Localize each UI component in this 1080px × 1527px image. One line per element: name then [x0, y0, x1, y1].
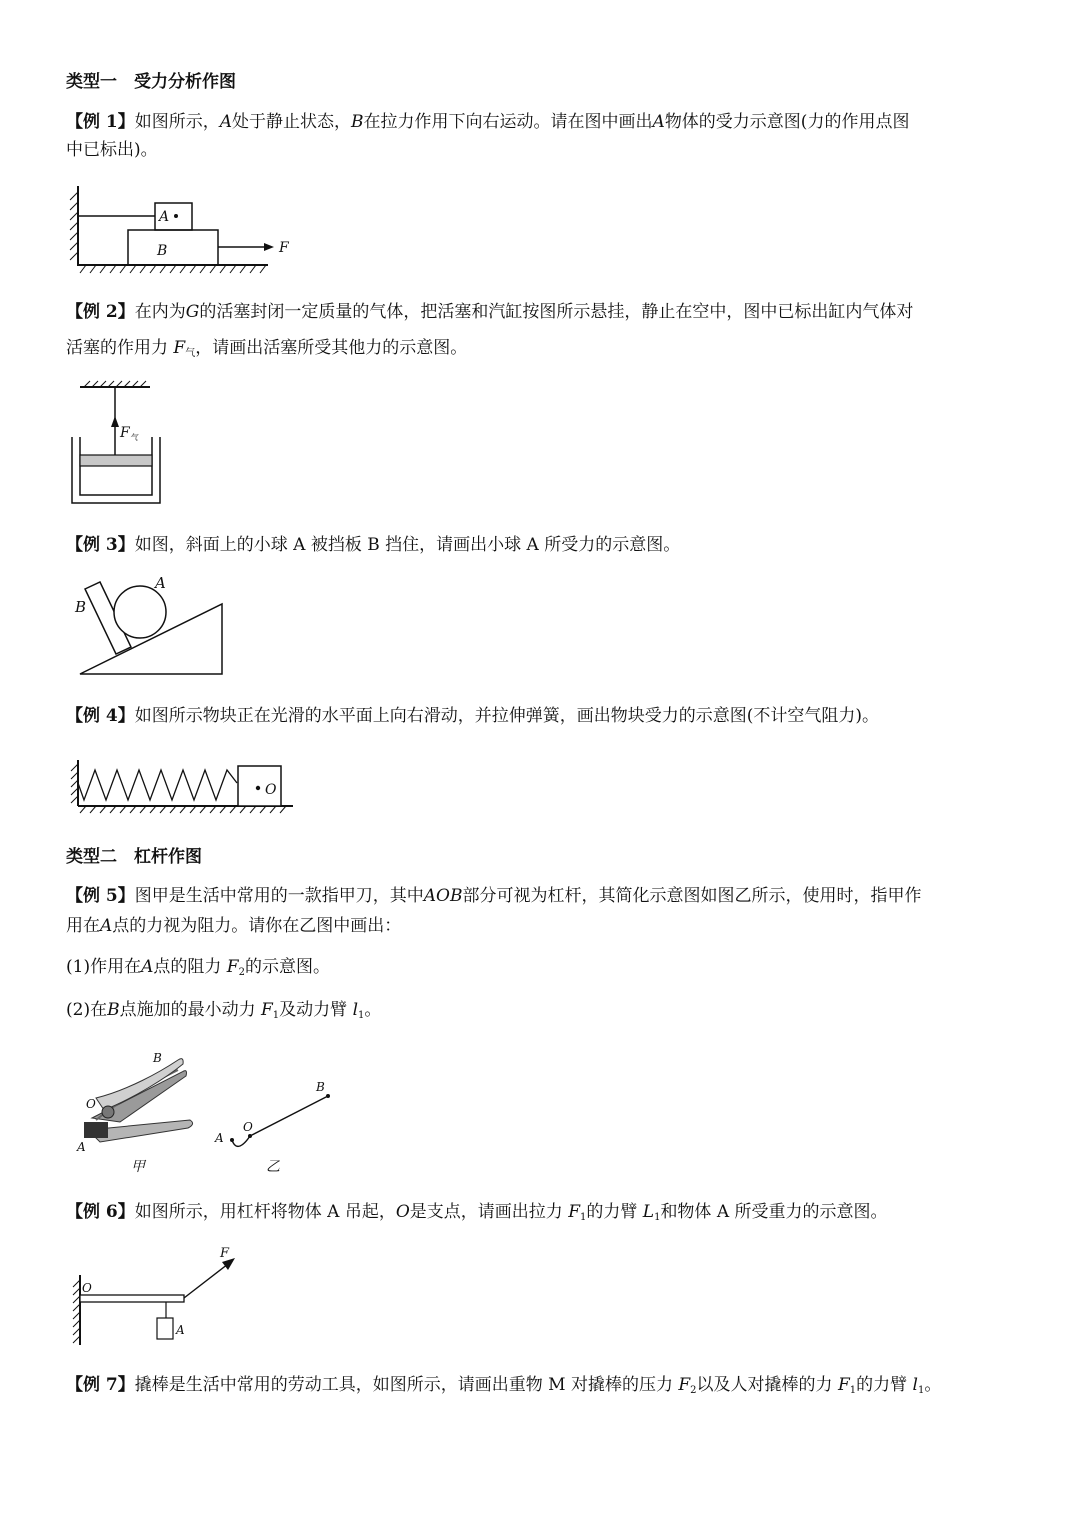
text: 撬棒是生活中常用的劳动工具，如图所示，请画出重物 M 对撬棒的压力 [134, 1375, 679, 1395]
ex5-label: 【例 5】 [66, 886, 135, 906]
lever-label-a: A [215, 1131, 224, 1145]
var: A [219, 112, 233, 132]
ex2-label: 【例 2】 [66, 302, 135, 322]
text: 的力臂 [586, 1202, 643, 1222]
caption-jia: 甲 [131, 1159, 145, 1175]
photo-label-o: O [86, 1097, 96, 1111]
var: AOB [423, 886, 463, 906]
ex4-label: 【例 4】 [66, 706, 135, 726]
text: 如图，斜面上的小球 A 被挡板 B 挡住，请画出小球 A 所受力的示意图。 [134, 535, 681, 555]
text: 及动力臂 [279, 1000, 353, 1020]
text: 以及人对撬棒的力 [696, 1375, 838, 1395]
text: 如图所示， [134, 112, 220, 132]
lever-label-b: B [316, 1080, 325, 1094]
pivot-label: O [82, 1281, 92, 1295]
var: A [100, 916, 113, 936]
var: A [141, 957, 154, 977]
var: A [652, 112, 665, 132]
text: 用在 [66, 916, 100, 936]
section-title-2: 类型二 杠杆作图 [66, 847, 202, 867]
text: 在内为 [134, 302, 186, 322]
ball-a-label: A [155, 574, 166, 592]
var: L [642, 1202, 655, 1222]
text: 活塞的作用力 [66, 338, 174, 358]
object-a [157, 1318, 173, 1339]
text: 图甲是生活中常用的一款指甲刀，其中 [134, 886, 424, 906]
text: 部分可视为杠杆，其简化示意图如图乙所示，使用时，指甲作 [462, 886, 922, 906]
section-title-1: 类型一 受力分析作图 [66, 72, 236, 92]
ex7-line [66, 1373, 941, 1403]
var: F [568, 1202, 580, 1222]
subscript: 2 [238, 967, 245, 978]
ex1-line2: 中已标出)。 [66, 140, 158, 160]
var: O [395, 1202, 410, 1222]
var: F [261, 1000, 273, 1020]
var: G [185, 302, 200, 322]
var: F [173, 338, 186, 358]
ex3-label: 【例 3】 [66, 535, 135, 555]
photo-label-a: A [77, 1140, 86, 1154]
ex6-label: 【例 6】 [66, 1202, 135, 1222]
var: F [678, 1375, 691, 1395]
subscript: 2 [690, 1385, 697, 1396]
lever-bar [80, 1295, 184, 1302]
text: 的活塞封闭一定质量的气体，把活塞和汽缸按图所示悬挂，静止在空中，图中已标出缸内气体对 [199, 302, 914, 322]
text: (2)在 [66, 1000, 108, 1020]
caption-yi: 乙 [266, 1159, 280, 1175]
var: l [912, 1375, 918, 1395]
photo-label-b: B [153, 1051, 162, 1065]
var: F [226, 957, 239, 977]
text: 点的力视为阻力。请你在乙图中画出： [112, 916, 402, 936]
force-label: $F_气$ [120, 425, 138, 442]
text: 在拉力作用下向右运动。请在图中画出 [363, 112, 653, 132]
text: ，请画出活塞所受其他力的示意图。 [195, 338, 468, 358]
subscript: 1 [654, 1212, 661, 1223]
ex1-label: 【例 1】 [66, 112, 135, 132]
text: 和物体 A 所受重力的示意图。 [660, 1202, 888, 1222]
subscript: 1 [849, 1385, 857, 1396]
subscript: 1 [917, 1385, 925, 1396]
text: 。 [924, 1375, 942, 1395]
subscript: 气 [185, 348, 196, 359]
text: 点施加的最小动力 [119, 1000, 261, 1020]
var: l [352, 1000, 359, 1020]
text: 。 [364, 1000, 382, 1020]
subscript: 1 [358, 1010, 365, 1021]
text: (1)作用在 [66, 957, 142, 977]
force-label: F [220, 1246, 230, 1261]
subscript: 1 [579, 1212, 587, 1223]
text: 如图所示，用杠杆将物体 A 吊起， [134, 1202, 396, 1222]
var: B [351, 112, 364, 132]
text: 物体的受力示意图(力的作用点图 [664, 112, 910, 132]
object-a-label: A [176, 1323, 185, 1337]
block-b-label: B [157, 243, 168, 259]
force-f-label: F [279, 240, 289, 256]
text: 点的阻力 [153, 957, 227, 977]
var: B [107, 1000, 120, 1020]
subscript: 1 [272, 1010, 280, 1021]
text: 处于静止状态， [232, 112, 352, 132]
point-o-label: O [265, 782, 277, 798]
board-b-label: B [75, 598, 87, 616]
lever-label-o: O [243, 1120, 253, 1134]
ex7-label: 【例 7】 [66, 1375, 135, 1395]
block-a-label: A [159, 209, 170, 225]
text: 是支点，请画出拉力 [409, 1202, 569, 1222]
var: F [837, 1375, 850, 1395]
text: 如图所示物块正在光滑的水平面上向右滑动，并拉伸弹簧，画出物块受力的示意图(不计空气阻力)。 [134, 706, 880, 726]
text: 的力臂 [856, 1375, 913, 1395]
text: 的示意图。 [244, 957, 330, 977]
